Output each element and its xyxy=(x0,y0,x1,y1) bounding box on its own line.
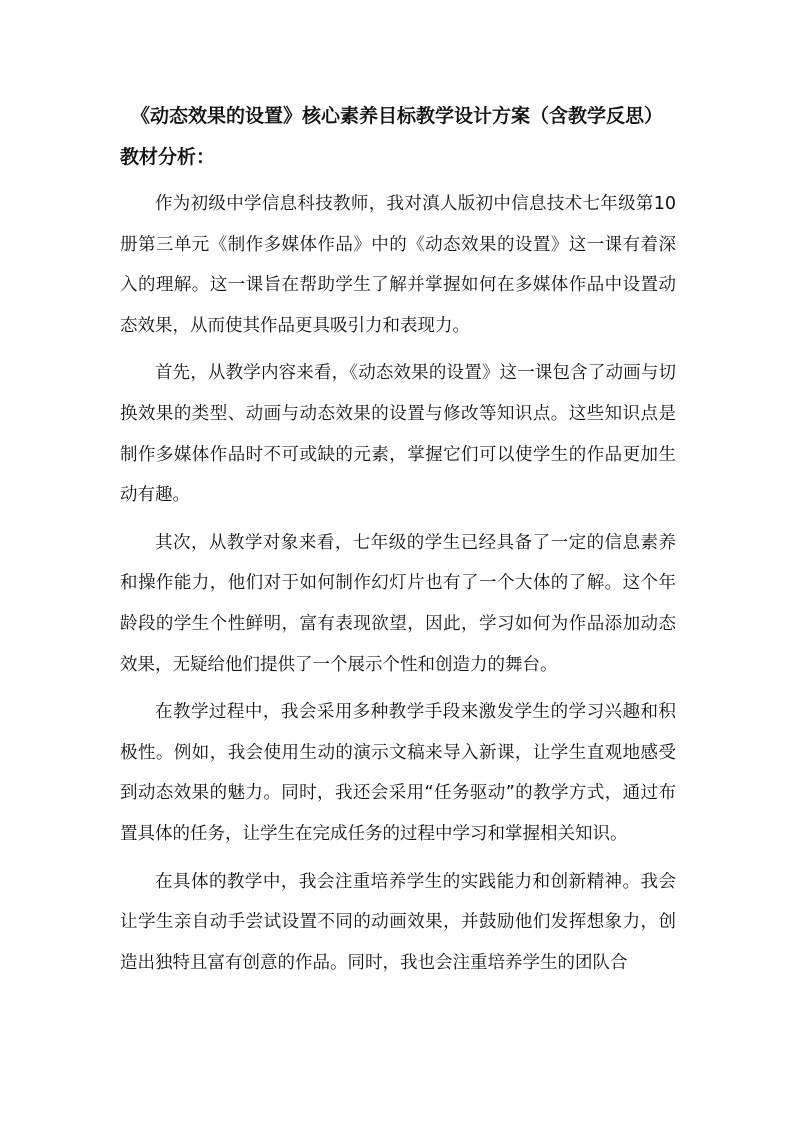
section-heading: 教材分析： xyxy=(120,146,216,168)
document-title: 《动态效果的设置》核心素养目标教学设计方案（含教学反思） xyxy=(130,105,663,127)
paragraph: 作为初级中学信息科技教师，我对滇人版初中信息技术七年级第10册第三单元《制作多媒体作品》中的《动态效果的设置》这一课有着深入的理解。这一课旨在帮助学生了解并掌握如何在多媒体作品中设置动态效果，从而使其作品更具吸引力和表现力。 xyxy=(120,194,676,336)
body-text xyxy=(120,184,676,983)
paragraph: 在教学过程中，我会采用多种教学手段来激发学生的学习兴趣和积极性。例如，我会使用生动的演示文稿来导入新课，让学生直观地感受到动态效果的魅力。同时，我还会采用“任务驱动”的教学方式，通过布置具体的任务，让学生在完成任务的过程中学习和掌握相关知识。 xyxy=(120,702,676,844)
paragraph: 其次，从教学对象来看，七年级的学生已经具备了一定的信息素养和操作能力，他们对于如何制作幻灯片也有了一个大体的了解。这个年龄段的学生个性鲜明，富有表现欲望，因此，学习如何为作品添加动态效果，无疑给他们提供了一个展示个性和创造力的舞台。 xyxy=(120,532,676,675)
paragraph: 在具体的教学中，我会注重培养学生的实践能力和创新精神。我会让学生亲自动手尝试设置不同的动画效果，并鼓励他们发挥想象力，创造出独特且富有创意的作品。同时，我也会注重培养学生的团队合 xyxy=(120,871,676,973)
paragraph: 首先，从教学内容来看，《动态效果的设置》这一课包含了动画与切换效果的类型、动画与动态效果的设置与修改等知识点。这些知识点是制作多媒体作品时不可或缺的元素，掌握它们可以使学生的作品更加生动有趣。 xyxy=(120,363,676,506)
